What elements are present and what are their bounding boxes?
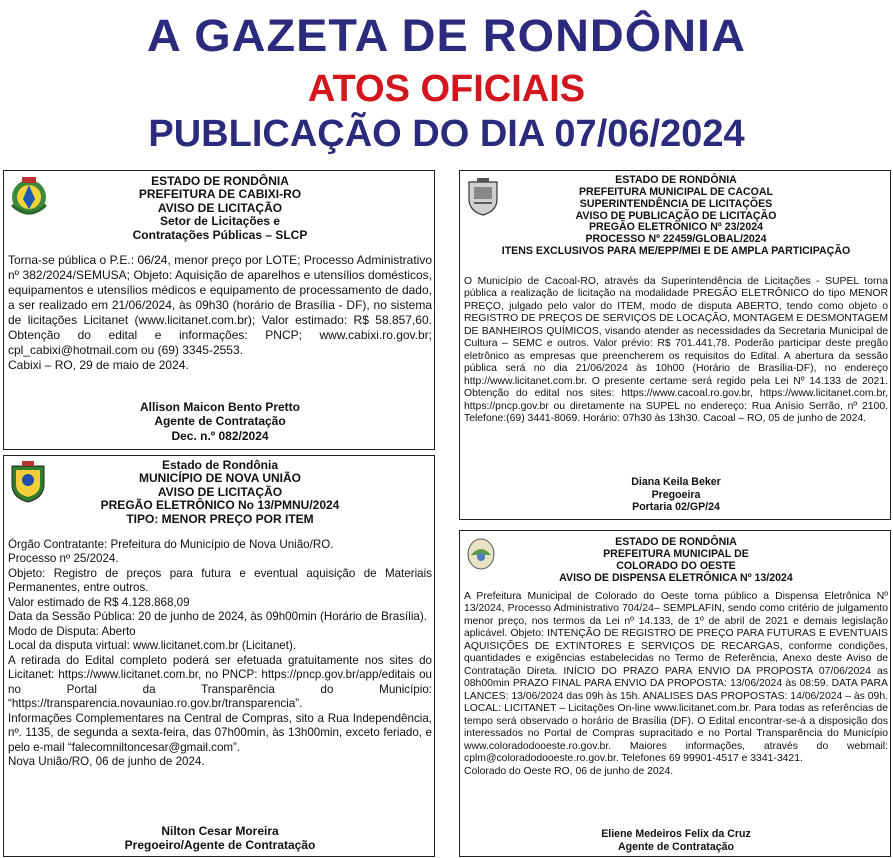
notice-body xyxy=(8,253,432,373)
heading-line: PREGÃO ELETRÔNICO Nº 23/2024 xyxy=(588,221,763,234)
newspaper-title: A GAZETA DE RONDÔNIA xyxy=(147,10,746,61)
body-paragraph: Valor estimado de R$ 4.128.868,09 xyxy=(8,595,190,609)
body-text: O Município de Cacoal-RO, através da Superintendência de Licitações - SUPEL torna pública a realização de licitação na modalidade PREGÃO ELETRÔNICO do tipo MENOR PREÇO, julgado pelo valor do ITEM, modo de disputa ABERTO, tendo como objeto o REGISTRO DE PREÇOS DE SERVIÇOS DE LOCAÇÃO, MONTAGEM E DESMONTAGEM DE BANHEIROS QUÍMICOS, visando atender as necessidades da Secretaria Municipal de Cultura – SEMC e outros. Valor prévio: R$ 701.441,78. Poderão participar deste pregão eletrônico as empresas que preencherem os requisitos do Edital. A abertura da sessão pública será no dia 21/06/2024 às 10h00 (Horário de Brasília-DF), no endereço http://www.licitanet.com.br. O presente certame será regido pela Lei Nº 14.133 de 2021. Obtenção do edital nos sites: https://www.cacoal.ro.gov.br, https://www.licitanet.com.br, https://pncp.gov.br ou diretamente na SUPEL no endereço: Rua Anísio Serrão, nº 2100. Telefone:(69) 3441-8069. Horário: 07h30 às 13h30. Cacoal – RO, 05 de junho de 2024. xyxy=(464,276,888,425)
signature-block xyxy=(460,476,892,514)
place-date: Nova União/RO, 06 de junho de 2024. xyxy=(8,755,205,769)
notice-body xyxy=(464,591,888,778)
notice-heading xyxy=(460,537,892,584)
body-paragraph: Informações Complementares na Central de Compras, sito a Rua Independência, nº. 1135, de segunda a sexta-feira, das 07h00min, às 13h00min, exceto feriado, e pelo e-mail “falecomniltoncesar@gmail.com”. xyxy=(8,711,432,754)
heading-line: ESTADO DE RONDÔNIA xyxy=(615,536,737,548)
body-text: A Prefeitura Municipal de Colorado do Oeste torna público a Dispensa Eletrônica Nº 13/2024, Processo Administrativo 704/24– SEMPLAFIN, sendo como critério de julgamento menor preço, nos termos da Lei nº 14.133, de 1º de abril de 2021 e demais legislação aplicável. Objeto: INTENÇÃO DE REGISTRO DE PREÇO PARA FUTURAS E EVENTUAIS AQUISIÇÕES DE EXTINTORES E SERVIÇOS DE RECARGAS, conforme condições, quantidades e exigências estabelecidas no Termo de Referência, Anexo deste Aviso de Contratação Direta. INÍCIO DO PRAZO PARA ENVIO DA PROPOSTA 07/06/2024 as 08h00min PRAZO FINAL PARA ENVIO DA PROPOSTA: 13/06/2024 às 08:59. DATA PARA LANCES: 13/06/2024 das 09h às 15h. ANALISES DAS PROPOSTAS: 14/06/2024 – às 09h. LOCAL: LICITANET – Licitações On-line www.licitanet.com.br. Para todas as referências de tempo será observado o horário de Brasília (DF). O Edital encontrar-se-á a disposição dos interessados no Portal de Compras supracitado e no Portal Transparência do Município www.coloradodooeste.ro.gov.br. Maiores informações, através do webmail: cplm@coloradodooeste.ro.gov.br. Telefones 69 99901-4517 e 3341-3421. xyxy=(464,591,888,765)
notice-heading xyxy=(4,175,436,242)
notice-cabixi xyxy=(3,170,435,450)
place-date: Cabixi – RO, 29 de maio de 2024. xyxy=(8,358,189,372)
heading-line: AVISO DE LICITAÇÃO xyxy=(157,484,283,499)
signature-block xyxy=(460,828,892,853)
heading-line: PREGÃO ELETRÔNICO No 13/PMNU/2024 xyxy=(100,498,340,513)
notice-heading xyxy=(460,175,892,258)
heading-line: AVISO DE DISPENSA ELETRÔNICA Nº 13/2024 xyxy=(559,571,793,584)
signer-name: Eliene Medeiros Felix da Cruz xyxy=(601,828,751,840)
notice-body xyxy=(8,538,432,770)
body-paragraph: Órgão Contratante: Prefeitura do Município de Nova União/RO. xyxy=(8,538,334,551)
signature-block xyxy=(4,400,436,443)
signer-decree: Portaria 02/GP/24 xyxy=(632,501,720,514)
heading-line: PREFEITURA DE CABIXI-RO xyxy=(138,187,302,202)
notice-cacoal xyxy=(459,170,891,520)
section-title: ATOS OFICIAIS xyxy=(307,68,586,110)
body-paragraph: Data da Sessão Pública: 20 de junho de 2024, às 09h00min (Horário de Brasília). xyxy=(8,610,427,624)
signer-name: Diana Keila Beker xyxy=(631,476,721,488)
heading-line: PREFEITURA MUNICIPAL DE CACOAL xyxy=(578,185,774,198)
signer-name: Nilton Cesar Moreira xyxy=(161,824,279,838)
signature-block xyxy=(4,824,436,853)
body-paragraph: A retirada do Edital completo poderá ser efetuada gratuitamente nos sites do Licitanet: https://www.licitanet.com.br, no PNCP: https://pncp.gov.br/app/editais ou no Portal da Transparência do Município: “https://transparencia.novauniao.ro.gov.br/transparencia”. xyxy=(8,653,432,711)
signer-decree: Dec. n.º 082/2024 xyxy=(171,428,269,443)
signer-name: Allison Maicon Bento Pretto xyxy=(139,400,300,414)
heading-line: ESTADO DE RONDÔNIA xyxy=(615,174,737,186)
heading-line: TIPO: MENOR PREÇO POR ITEM xyxy=(126,511,314,526)
signer-role: Pregoeira xyxy=(651,488,701,501)
signer-role: Agente de Contratação xyxy=(154,414,286,429)
signer-role: Pregoeiro/Agente de Contratação xyxy=(124,838,316,853)
notice-body xyxy=(464,276,888,426)
notice-heading xyxy=(4,459,436,526)
place-date: Colorado do Oeste RO, 06 de junho de 2024. xyxy=(464,765,674,777)
body-paragraph: Modo de Disputa: Aberto xyxy=(8,624,136,638)
notice-colorado-do-oeste xyxy=(459,530,891,857)
body-paragraph: Processo nº 25/2024. xyxy=(8,552,119,566)
publication-date: PUBLICAÇÃO DO DIA 07/06/2024 xyxy=(148,113,745,155)
body-paragraph: Objeto: Registro de preços para futura e eventual aquisição de Materiais Permanentes, entre outros. xyxy=(8,566,432,595)
heading-line: MUNICÍPIO DE NOVA UNIÃO xyxy=(138,471,301,486)
heading-line: AVISO DE PUBLICAÇÃO DE LICITAÇÃO xyxy=(575,209,777,222)
heading-line: PROCESSO Nº 22459/GLOBAL/2024 xyxy=(585,233,767,246)
heading-line: Contratações Públicas – SLCP xyxy=(132,227,308,242)
heading-line: Setor de Licitações e xyxy=(159,214,281,229)
heading-line: Estado de Rondônia xyxy=(161,458,278,472)
masthead xyxy=(0,0,893,160)
body-text: Torna-se pública o P.E.: 06/24, menor preço por LOTE; Processo Administrativo nº 382/2024/SEMUSA; Objeto: Aquisição de aparelhos e utensílios domésticos, equipamentos e utensílios médicos e equipamento de processamento de dado, a ser realizado em 21/06/2024, às 09h30 (horário de Brasília - DF), no sistema de licitações Licitanet (www.licitanet.com.br); Valor estimado: R$ 58.857,60. Obtenção do edital e informações: PNCP; www.cabixi.ro.gov.br; cpl_cabixi@hotmail.com ou (69) 3345-2553. xyxy=(8,253,432,357)
heading-line: PREFEITURA MUNICIPAL DE xyxy=(603,547,749,560)
heading-line: AVISO DE LICITAÇÃO xyxy=(157,200,283,215)
signer-role: Agente de Contratação xyxy=(618,840,734,853)
heading-line: SUPERINTENDÊNCIA DE LICITAÇÕES xyxy=(579,197,773,210)
heading-line: COLORADO DO OESTE xyxy=(616,559,736,572)
heading-line: ESTADO DE RONDÔNIA xyxy=(151,174,289,188)
notice-nova-uniao xyxy=(3,455,435,857)
body-paragraph: Local da disputa virtual: www.licitanet.com.br (Licitanet). xyxy=(8,639,297,653)
heading-line: ITENS EXCLUSIVOS PARA ME/EPP/MEI E DE AMPLA PARTICIPAÇÃO xyxy=(501,245,851,258)
